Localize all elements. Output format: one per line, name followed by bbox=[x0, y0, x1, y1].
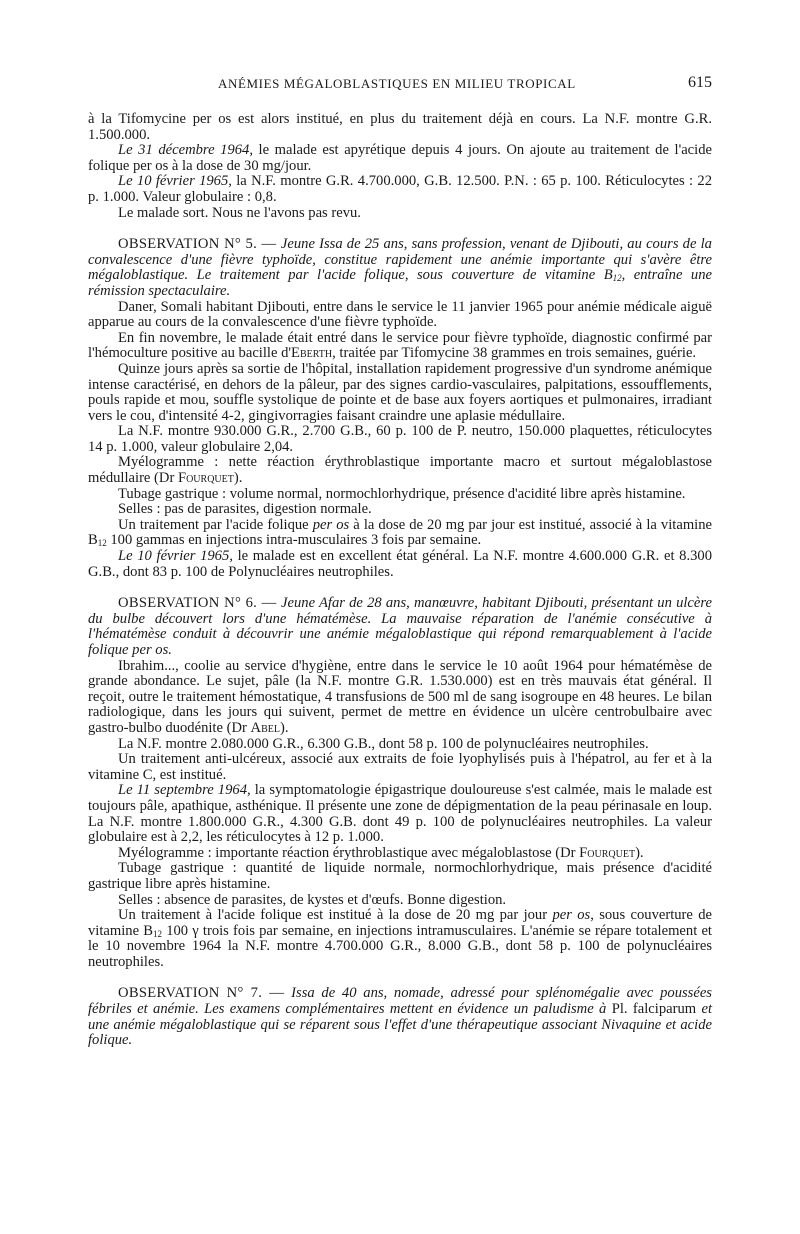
observation-summary bbox=[88, 237, 712, 299]
text: la N.F. montre G.R. 4.700.000, G.B. 12.500. P.N. : 65 p. 100. Réticulocytes : 22 p. 1.000. Valeur globulaire : 0,8. bbox=[88, 173, 713, 205]
paragraph: La N.F. montre 930.000 G.R., 2.700 G.B., 60 p. 100 de P. neutro, 150.000 plaquettes, réticulocytes 14 p. 1.000, valeur globulaire 2,04. bbox=[88, 423, 712, 455]
date: Le 31 décembre 1964, bbox=[118, 142, 253, 159]
subscript: 12 bbox=[97, 538, 107, 549]
text: Un traitement par l'acide folique bbox=[118, 516, 313, 533]
observation-summary bbox=[88, 596, 712, 658]
text: Jeune Issa de 25 ans, sans profession, venant de Djibouti, au cours de la convalescence d'une fièvre typhoïde, constitue rapidement une anémie importante qui s'avère être mégaloblastique. Le traitement par l'acide folique, sous couverture de vitamine B bbox=[88, 236, 712, 284]
text: Issa de 40 ans, nomade, adressé pour splénomégalie avec poussées fébriles et anémie. Les examens complémentaires mettent en évidence un paludisme à bbox=[88, 985, 712, 1018]
text: ). bbox=[635, 844, 644, 861]
observation-heading: OBSERVATION N° 5. — bbox=[118, 236, 281, 253]
paragraph bbox=[88, 455, 712, 486]
paragraph: à la Tifomycine per os est alors institué, en plus du traitement déjà en cours. La N.F. montre G.R. 1.500.000. bbox=[88, 111, 712, 143]
text: ). bbox=[233, 470, 243, 487]
paragraph bbox=[88, 331, 712, 362]
paragraph bbox=[88, 549, 712, 580]
text: le malade est apyrétique depuis 4 jours. On ajoute au traitement de l'acide folique per os à la dose de 30 mg/jour. bbox=[88, 142, 712, 174]
observation-5 bbox=[88, 237, 712, 580]
subscript: 12 bbox=[153, 928, 162, 939]
text: per os bbox=[552, 907, 591, 924]
text: , traitée par Tifomycine 38 grammes en trois semaines, guérie. bbox=[332, 345, 697, 362]
paragraph: Quinze jours après sa sortie de l'hôpital, installation rapidement progressive d'un syndrome anémique intense caractérisé, en dehors de la pâleur, par des signes cardio-vasculaires, palpitations, essoufflements, pouls rapide et mou, souffle systolique de pointe et de base aux foyers aortiques et pulmonaires, irradiant vers le cou, d'intensité 4-2, gingivorragies faisant craindre une aplasie médullaire. bbox=[88, 360, 712, 424]
date: Le 11 septembre 1964, bbox=[118, 782, 251, 799]
text: 100 gammas en injections intra-musculaires 3 fois par semaine. bbox=[106, 532, 482, 549]
observation-heading: OBSERVATION N° 6. — bbox=[118, 595, 282, 612]
text: la symptomatologie épigastrique douloureuse s'est calmée, mais le malade est toujours pâle, apathique, asthénique. Il présente une zone de dépigmentation de la peau périnasale en loup. La N.F. montre 1.800.000 G.R., 4.300 G.B. dont 49 p. 100 de polynucléaires neutrophiles. La valeur globulaire est à 2,2, les réticulocytes à 12 p. 1.000. bbox=[88, 782, 712, 846]
text: Un traitement à l'acide folique est institué à la dose de 20 mg par jour bbox=[118, 907, 553, 924]
text: le malade est en excellent état général. La N.F. montre 4.600.000 G.R. et 8.300 G.B., dont 83 p. 100 de Polynucléaires neutrophiles. bbox=[88, 548, 712, 580]
text: 100 γ trois fois par semaine, en injections intramusculaires. L'anémie se répare totalement et le 10 novembre 1964 la N.F. montre 4.700.000 G.R., 8.000 G.B., dont 58 p. 100 de polynucléaires neutrophiles. bbox=[88, 922, 712, 970]
author-name: Eberth bbox=[291, 345, 333, 362]
paragraph: Daner, Somali habitant Djibouti, entre dans le service le 11 janvier 1965 pour anémie médicale aiguë apparue au cours de la convalescence d'une fièvre typhoïde. bbox=[88, 298, 712, 331]
text: Myélogramme : importante réaction érythroblastique avec mégaloblastose (Dr bbox=[118, 844, 580, 861]
observation-summary bbox=[88, 986, 712, 1048]
paragraph: Tubage gastrique : volume normal, normochlorhydrique, présence d'acidité libre après histamine. bbox=[118, 485, 686, 502]
paragraph: Selles : absence de parasites, de kystes et d'œufs. Bonne digestion. bbox=[118, 891, 507, 908]
paragraph bbox=[88, 846, 712, 862]
observation-heading: OBSERVATION N° 7. — bbox=[118, 985, 292, 1002]
text: Jeune Afar de 28 ans, manœuvre, habitant Djibouti, présentant un ulcère du bulbe découvert lors d'une hématémèse. La mauvaise réparation de l'anémie consécutive à l'hématémèse conduit à découvrir une anémie mégaloblastique qui répond remarquablement à l'acide folique per os. bbox=[88, 595, 712, 658]
paragraph bbox=[88, 143, 712, 174]
paragraph: Selles : pas de parasites, digestion normale. bbox=[118, 501, 372, 518]
paragraph bbox=[88, 908, 712, 970]
text: per os bbox=[312, 516, 350, 533]
date: Le 10 février 1965, bbox=[118, 548, 233, 565]
paragraph: La N.F. montre 2.080.000 G.R., 6.300 G.B., dont 58 p. 100 de polynucléaires neutrophiles. bbox=[118, 735, 649, 752]
paragraph bbox=[88, 174, 712, 205]
paragraph bbox=[88, 783, 712, 845]
page-header bbox=[88, 76, 712, 94]
text: Ibrahim..., coolie au service d'hygiène, entre dans le service le 10 août 1964 pour hématémèse de grande abondance. Le sujet, pâle (la N.F. montre G.R. 1.530.000) est en très mauvais état général. Il reçoit, outre le traitement hémostatique, 4 transfusions de 500 ml de sang isogroupe en 48 heures. Le bilan radiologique, dans les jours qui suivent, permet de mettre en évidence un ulcère centrobulbaire avec gastro-bulbo duodénite (Dr bbox=[88, 657, 712, 736]
paragraph bbox=[88, 518, 712, 549]
text: ). bbox=[279, 719, 289, 736]
text: , sous couverture de vitamine B bbox=[88, 907, 712, 939]
running-title: ANÉMIES MÉGALOBLASTIQUES EN MILIEU TROPICAL bbox=[218, 76, 576, 91]
author-name: Abel bbox=[250, 719, 280, 736]
paragraph bbox=[88, 659, 712, 737]
page-number: 615 bbox=[688, 74, 712, 91]
text: Pl. falciparum bbox=[611, 1001, 697, 1018]
text: et une anémie mégaloblastique qui se réparent sous l'effet d'une thérapeutique associant Nivaquine et acide folique. bbox=[88, 1001, 712, 1049]
text: En fin novembre, le malade était entré dans le service pour fièvre typhoïde, diagnostic confirmé par l'hémoculture positive au bacille d' bbox=[88, 329, 712, 362]
text: Myélogramme : nette réaction érythroblastique importante macro et surtout mégaloblastose médullaire (Dr bbox=[88, 454, 712, 487]
subscript: 12 bbox=[612, 273, 622, 284]
paragraph: Le malade sort. Nous ne l'avons pas revu. bbox=[118, 204, 361, 221]
author-name: Fourquet bbox=[177, 470, 234, 487]
observation-7 bbox=[88, 986, 712, 1048]
text: à la dose de 20 mg par jour est institué, associé à la vitamine B bbox=[88, 516, 712, 549]
paragraph: Un traitement anti-ulcéreux, associé aux extraits de foie lyophylisés puis à l'hépatrol, au fer et à la vitamine C, est institué. bbox=[88, 751, 712, 783]
date: Le 10 février 1965, bbox=[118, 173, 232, 190]
text: , entraîne une rémission spectaculaire. bbox=[88, 267, 713, 299]
author-name: Fourquet bbox=[579, 844, 636, 861]
paragraph: Tubage gastrique : quantité de liquide normale, normochlorhydrique, mais présence d'acidité gastrique libre après histamine. bbox=[88, 860, 712, 892]
observation-4-end bbox=[88, 112, 712, 221]
observation-6 bbox=[88, 596, 712, 970]
